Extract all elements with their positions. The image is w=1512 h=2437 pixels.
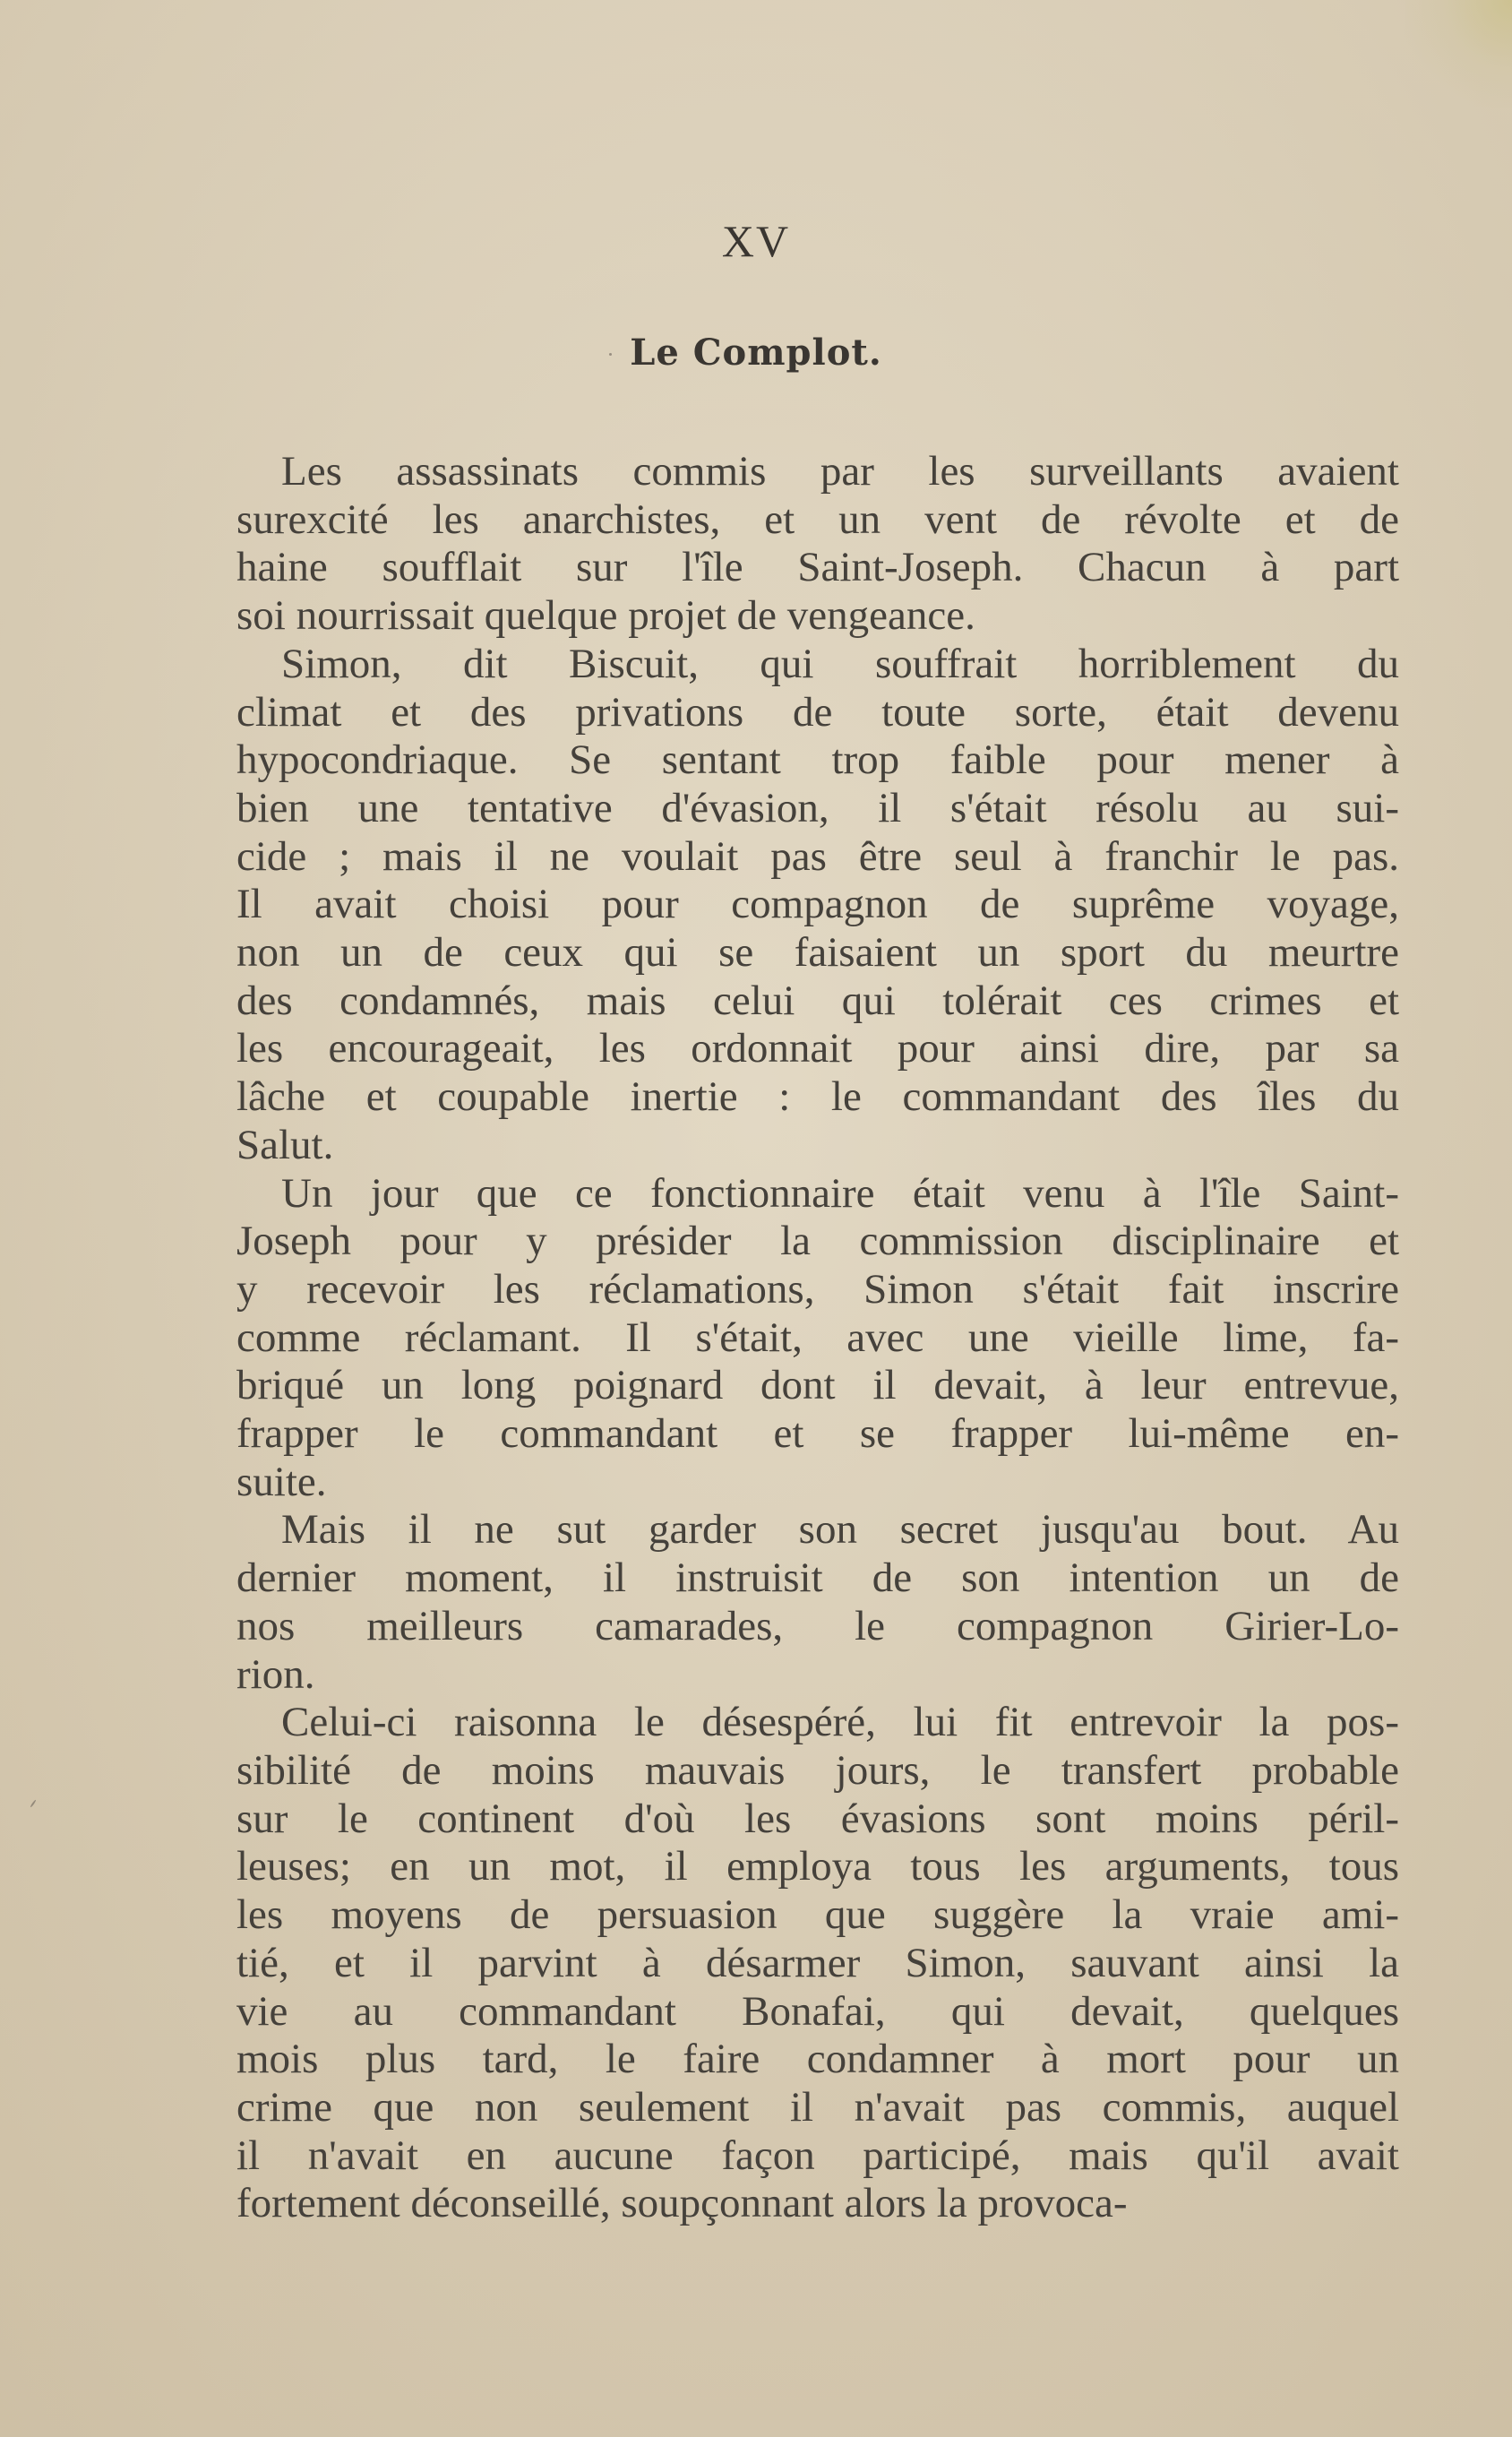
text-line: Simon, dit Biscuit, qui souffrait horriblement du bbox=[281, 640, 1399, 687]
text-line: surexcité les anarchistes, et un vent de révolte et de bbox=[236, 495, 1399, 543]
paragraph bbox=[236, 448, 1399, 641]
paragraph bbox=[236, 1506, 1399, 1699]
text-line: vie au commandant Bonafai, qui devait, quelques bbox=[236, 1987, 1399, 2035]
text-line: crime que non seulement il n'avait pas commis, auquel bbox=[236, 2083, 1399, 2131]
text-line: les moyens de persuasion que suggère la vraie ami- bbox=[236, 1891, 1399, 1939]
text-line: comme réclamant. Il s'était, avec une vieille lime, fa- bbox=[236, 1313, 1399, 1361]
text-line: hypocondriaque. Se sentant trop faible pour mener à bbox=[236, 736, 1399, 784]
text-line: climat et des privations de toute sorte, était devenu bbox=[236, 688, 1399, 736]
ink-mark bbox=[30, 1799, 36, 1807]
text-line: Il avait choisi pour compagnon de suprême voyage, bbox=[236, 881, 1399, 928]
paragraph bbox=[236, 1170, 1399, 1507]
text-line: leuses; en un mot, il employa tous les arguments, tous bbox=[236, 1843, 1399, 1890]
text-line: cide ; mais il ne voulait pas être seul à franchir le pas. bbox=[236, 832, 1399, 880]
text-line: tié, et il parvint à désarmer Simon, sauvant ainsi la bbox=[236, 1939, 1399, 1986]
paragraph bbox=[236, 641, 1399, 1170]
text-line: Mais il ne sut garder son secret jusqu'au bout. Au bbox=[281, 1506, 1399, 1554]
paragraph bbox=[236, 1699, 1399, 2228]
text-line: suite. bbox=[236, 1458, 327, 1505]
text-line: fortement déconseillé, soupçonnant alors la provoca- bbox=[236, 2180, 1128, 2227]
text-line: Salut. bbox=[236, 1121, 334, 1168]
chapter-number: XV bbox=[721, 216, 791, 266]
text-line: rion. bbox=[236, 1650, 315, 1698]
chapter-title: Le Complot. bbox=[630, 332, 882, 374]
text-line: nos meilleurs camarades, le compagnon Girier-Lo- bbox=[236, 1602, 1399, 1649]
text-line: mois plus tard, le faire condamner à mort pour un bbox=[236, 2036, 1399, 2083]
text-line: Celui-ci raisonna le désespéré, lui fit entrevoir la pos- bbox=[281, 1699, 1399, 1746]
text-line: y recevoir les réclamations, Simon s'était fait inscrire bbox=[236, 1265, 1399, 1313]
text-line: lâche et coupable inertie : le commandant des îles du bbox=[236, 1073, 1399, 1121]
corner-stain bbox=[1405, 0, 1512, 108]
text-line: des condamnés, mais celui qui tolérait ces crimes et bbox=[236, 977, 1399, 1024]
text-line: haine soufflait sur l'île Saint-Joseph. Chacun à part bbox=[236, 544, 1399, 591]
text-line: Un jour que ce fonctionnaire était venu à l'île Saint- bbox=[281, 1169, 1399, 1217]
text-line: les encourageait, les ordonnait pour ainsi dire, par sa bbox=[236, 1025, 1399, 1072]
text-line: Les assassinats commis par les surveillants avaient bbox=[281, 448, 1399, 495]
text-line: dernier moment, il instruisit de son intention un de bbox=[236, 1554, 1399, 1602]
text-line: sibilité de moins mauvais jours, le transfert probable bbox=[236, 1746, 1399, 1794]
text-line: frapper le commandant et se frapper lui-même en- bbox=[236, 1410, 1399, 1458]
text-line: Joseph pour y présider la commission disciplinaire et bbox=[236, 1218, 1399, 1265]
text-line: soi nourrissait quelque projet de vengeance. bbox=[236, 592, 975, 640]
text-line: non un de ceux qui se faisaient un sport du meurtre bbox=[236, 929, 1399, 977]
body-text bbox=[236, 448, 1399, 2228]
text-line: bien une tentative d'évasion, il s'était résolu au sui- bbox=[236, 784, 1399, 831]
text-line: sur le continent d'où les évasions sont moins péril- bbox=[236, 1795, 1399, 1842]
text-line: briqué un long poignard dont il devait, à leur entrevue, bbox=[236, 1362, 1399, 1409]
text-line: il n'avait en aucune façon participé, mais qu'il avait bbox=[236, 2131, 1399, 2179]
